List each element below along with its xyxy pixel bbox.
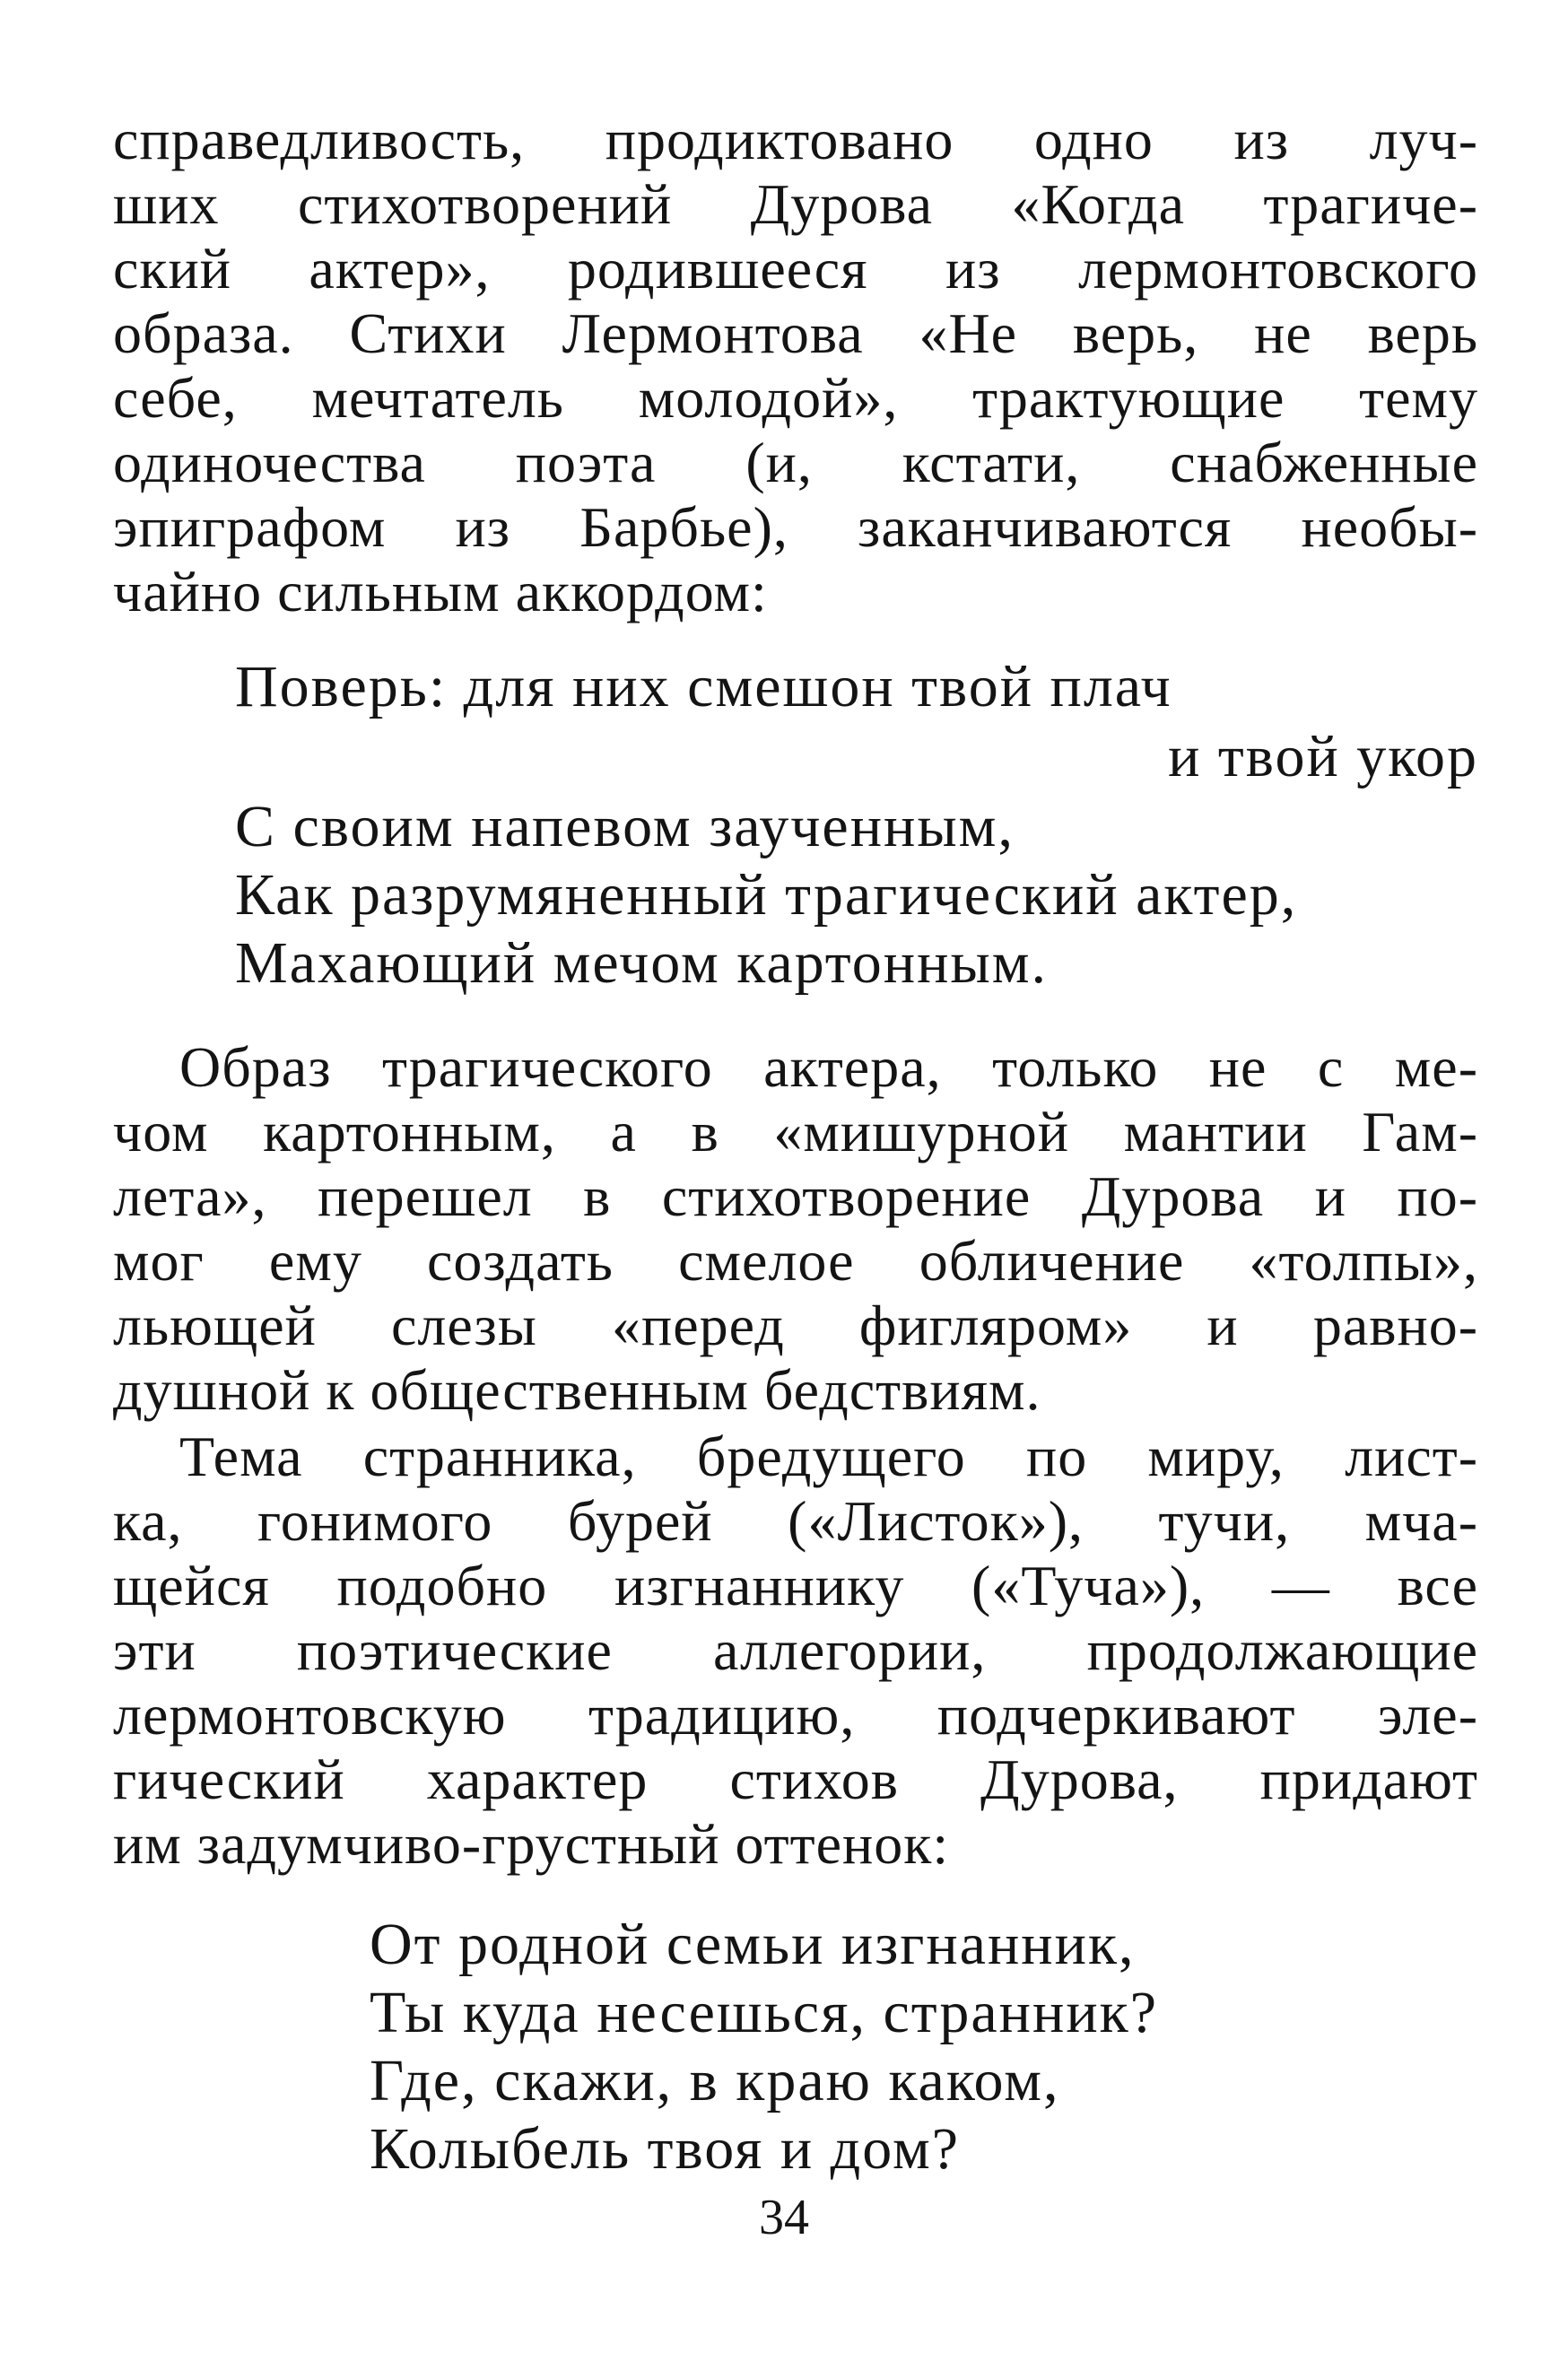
verse-line: Колыбель твоя и дом? [370,2116,961,2182]
text-line: гический характер стихов Дурова, придают [113,1747,1478,1811]
verse-line: Ты куда несешься, странник? [370,1980,1158,2045]
text-line: ка, гонимого бурей («Листок»), тучи, мча- [113,1489,1478,1553]
page-number: 34 [759,2190,809,2245]
text-line: чайно сильным аккордом: [113,560,768,623]
text-line: мог ему создать смелое обличение «толпы», [113,1229,1478,1293]
text-line: справедливость, продиктовано одно из луч- [113,108,1478,171]
verse-line: От родной семьи изгнанник, [370,1912,1136,1977]
verse-line: Где, скажи, в краю каком, [370,2048,1060,2113]
text-line: лермонтовскую традицию, подчеркивают эле- [113,1683,1478,1747]
verse-line: Поверь: для них смешон твой плач [235,654,1172,719]
text-line: льющей слезы «перед фигляром» и равно- [113,1294,1478,1357]
text-line: им задумчиво-грустный оттенок: [113,1812,950,1876]
text-line: эпиграфом из Барбье), заканчиваются необы- [113,495,1478,559]
verse-line: С своим напевом заученным, [235,794,1015,859]
text-line: одиночества поэта (и, кстати, снабженные [113,431,1478,494]
text-line: ших стихотворений Дурова «Когда трагиче- [113,172,1478,236]
text-line: Тема странника, бредущего по миру, лист- [179,1425,1478,1488]
text-line: Образ трагического актера, только не с ме- [179,1035,1478,1099]
verse-line: и твой укор [1168,724,1478,789]
text-line: себе, мечтатель молодой», трактующие тему [113,366,1478,430]
verse-line: Махающий мечом картонным. [235,930,1049,996]
text-line: лета», перешел в стихотворение Дурова и по- [113,1164,1478,1228]
text-line: душной к общественным бедствиям. [113,1358,1041,1422]
text-line: чом картонным, а в «мишурной мантии Гам- [113,1100,1478,1163]
text-line: ский актер», родившееся из лермонтовского [113,237,1478,301]
text-line: эти поэтические аллегории, продолжающие [113,1618,1478,1682]
verse-line: Как разрумяненный трагический актер, [235,862,1298,928]
text-line: щейся подобно изгнаннику («Туча»), — все [113,1554,1478,1617]
text-line: образа. Стихи Лермонтова «Не верь, не верь [113,301,1478,365]
